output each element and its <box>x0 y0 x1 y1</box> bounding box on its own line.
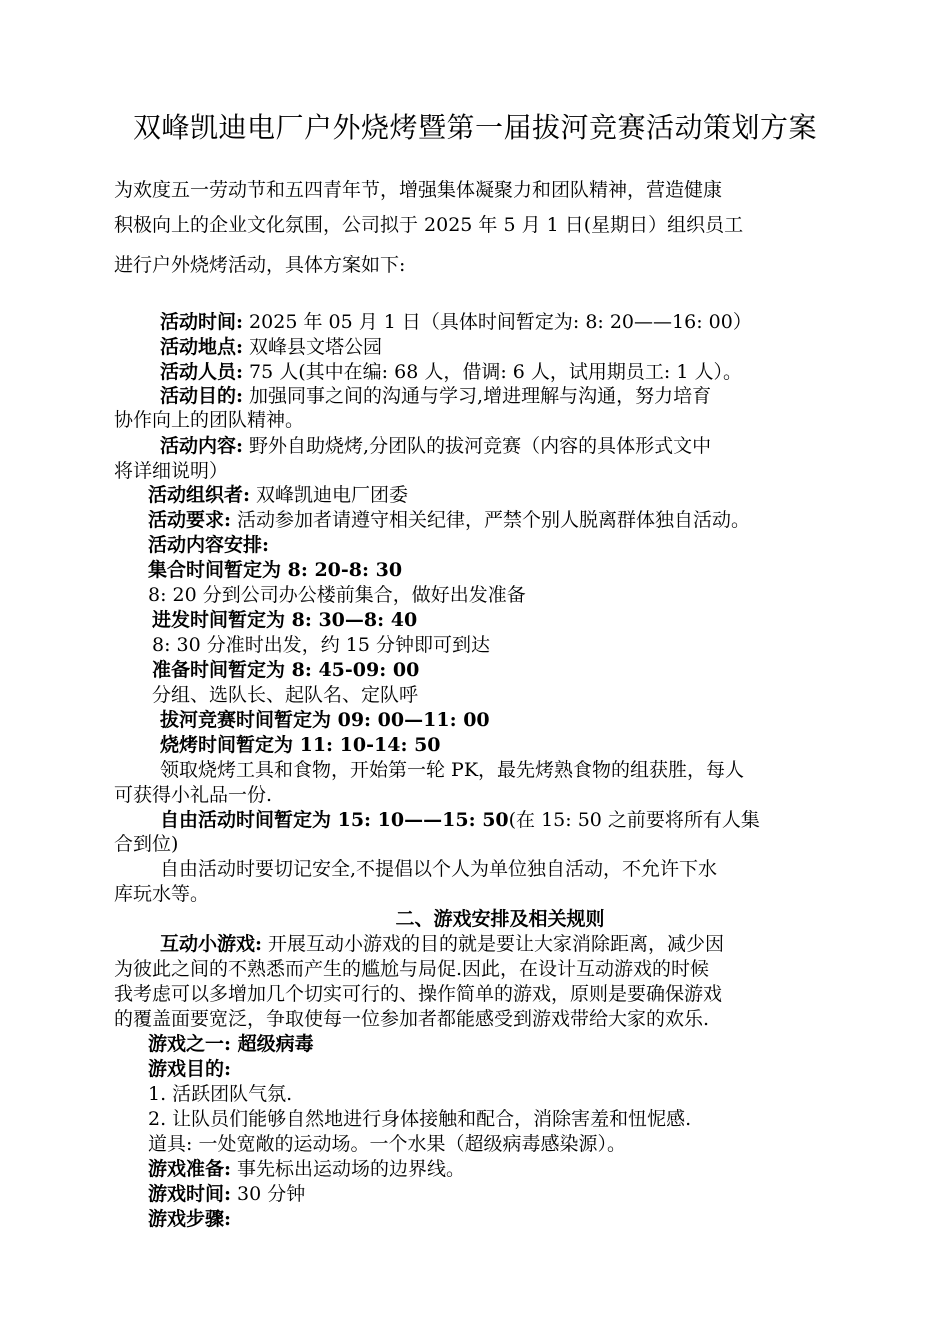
game-goal-2: 2. 让队员们能够自然地进行身体接触和配合，消除害羞和忸怩感. <box>148 1108 692 1130</box>
activity-purpose-label: 活动目的: <box>160 385 244 407</box>
activity-requirement-label: 活动要求: <box>148 509 232 531</box>
free-time-note-cont: 合到位) <box>114 833 179 855</box>
activity-content-value: 野外自助烧烤,分团队的拔河竞赛（内容的具体形式文中 <box>243 435 712 457</box>
bbq-desc-line-1: 领取烧烤工具和食物，开始第一轮 PK，最先烤熟食物的组获胜，每人 <box>160 759 745 781</box>
activity-requirement-value: 活动参加者请遵守相关纪律，严禁个别人脱离群体独自活动。 <box>231 509 751 531</box>
games-section-title: 二、游戏安排及相关规则 <box>395 908 605 930</box>
gather-time-title: 集合时间暂定为 8: 20-8: 30 <box>148 559 403 581</box>
activity-time-value: 2025 年 05 月 1 日（具体时间暂定为: 8: 20——16: 00） <box>243 311 752 333</box>
game-duration <box>148 1185 305 1204</box>
activity-time-label: 活动时间: <box>160 311 244 333</box>
interactive-games-line-2: 为彼此之间的不熟悉而产生的尴尬与局促.因此，在设计互动游戏的时候 <box>114 958 710 980</box>
activity-organizer-value: 双峰凯迪电厂团委 <box>250 484 409 506</box>
document-title: 双峰凯迪电厂户外烧烤暨第一届拔河竞赛活动策划方案 <box>132 111 817 144</box>
activity-place-label: 活动地点: <box>160 336 244 358</box>
depart-time-desc: 8: 30 分准时出发，约 15 分钟即可到达 <box>152 634 491 656</box>
game-prep-value: 事先标出运动场的边界线。 <box>231 1158 466 1180</box>
game-prep <box>148 1160 465 1179</box>
schedule-heading: 活动内容安排: <box>148 534 270 556</box>
activity-organizer <box>148 486 408 505</box>
activity-organizer-label: 活动组织者: <box>148 484 251 506</box>
activity-people-label: 活动人员: <box>160 361 244 383</box>
tug-of-war-time-title: 拔河竞赛时间暂定为 09: 00—11: 00 <box>160 709 490 731</box>
interactive-games-text: 开展互动小游戏的目的就是要让大家消除距离，减少因 <box>262 933 725 955</box>
interactive-games-line-4: 的覆盖面要宽泛，争取使每一位参加者都能感受到游戏带给大家的欢乐. <box>114 1008 710 1030</box>
activity-purpose <box>160 387 711 406</box>
activity-requirement <box>148 511 750 530</box>
prepare-time-title: 准备时间暂定为 8: 45-09: 00 <box>152 659 420 681</box>
activity-purpose-value: 加强同事之间的沟通与学习,增进理解与沟通，努力培育 <box>243 385 712 407</box>
interactive-games <box>160 935 724 954</box>
free-time-desc-line-2: 库玩水等。 <box>114 883 210 905</box>
activity-purpose-cont: 协作向上的团队精神。 <box>114 409 305 431</box>
activity-place-value: 双峰县文塔公园 <box>243 336 383 358</box>
game-one-title: 游戏之一: 超级病毒 <box>148 1033 314 1055</box>
game-prep-label: 游戏准备: <box>148 1158 232 1180</box>
depart-time-title: 进发时间暂定为 8: 30—8: 40 <box>152 609 418 631</box>
activity-time <box>160 313 752 332</box>
activity-content <box>160 437 711 456</box>
interactive-games-label: 互动小游戏: <box>160 933 263 955</box>
activity-content-cont: 将详细说明） <box>114 460 229 482</box>
prepare-time-desc: 分组、选队长、起队名、定队呼 <box>152 684 419 706</box>
free-time-title: 自由活动时间暂定为 15: 10——15: 50 <box>160 809 509 831</box>
gather-time-desc: 8: 20 分到公司办公楼前集合，做好出发准备 <box>148 584 526 606</box>
intro-line-1: 为欢度五一劳动节和五四青年节，增强集体凝聚力和团队精神，营造健康 <box>114 179 723 201</box>
game-duration-label: 游戏时间: <box>148 1183 232 1205</box>
intro-line-2: 积极向上的企业文化氛围，公司拟于 2025 年 5 月 1 日(星期日）组织员工 <box>114 214 744 236</box>
bbq-desc-line-2: 可获得小礼品一份. <box>114 784 273 806</box>
free-time-desc-line-1: 自由活动时要切记安全,不提倡以个人为单位独自活动，不允许下水 <box>160 858 718 880</box>
activity-place <box>160 338 382 357</box>
game-goal-1: 1. 活跃团队气氛. <box>148 1083 293 1105</box>
interactive-games-line-3: 我考虑可以多增加几个切实可行的、操作简单的游戏，原则是要确保游戏 <box>114 983 723 1005</box>
intro-line-3: 进行户外烧烤活动，具体方案如下: <box>114 254 406 276</box>
game-duration-value: 30 分钟 <box>231 1183 306 1205</box>
game-props: 道具: 一处宽敞的运动场。一个水果（超级病毒感染源）。 <box>148 1133 626 1155</box>
activity-content-label: 活动内容: <box>160 435 244 457</box>
free-time <box>160 811 760 830</box>
game-steps-label: 游戏步骤: <box>148 1208 232 1230</box>
game-goal-label: 游戏目的: <box>148 1058 232 1080</box>
free-time-note: (在 15: 50 之前要将所有人集 <box>508 809 760 831</box>
activity-people <box>160 363 742 382</box>
bbq-time-title: 烧烤时间暂定为 11: 10-14: 50 <box>160 734 441 756</box>
activity-people-value: 75 人(其中在编: 68 人，借调: 6 人，试用期员工: 1 人）。 <box>243 361 742 383</box>
